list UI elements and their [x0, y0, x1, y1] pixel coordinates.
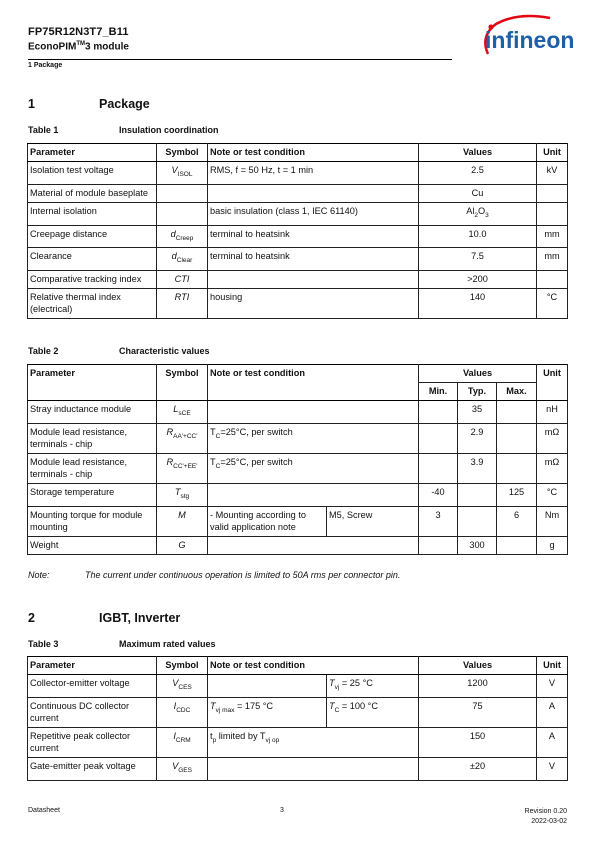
condition-cell [208, 757, 419, 780]
col-typ: Typ. [458, 383, 497, 401]
section-heading-1 [28, 97, 150, 111]
param-cell: Repetitive peak collector current [28, 727, 157, 757]
breadcrumb: 1 Package [28, 62, 63, 69]
min-cell [419, 401, 458, 424]
section-number: 1 [28, 97, 35, 111]
table-caption: Characteristic values [119, 346, 210, 356]
condition-cell-2 [327, 697, 419, 727]
symbol-cell [157, 727, 208, 757]
condition-text: =25°C, per switch [220, 456, 293, 467]
col-condition: Note or test condition [208, 657, 419, 675]
param-cell: Mounting torque for module mounting [28, 506, 157, 536]
col-unit: Unit [537, 365, 568, 401]
col-unit: Unit [537, 144, 568, 162]
table-row [28, 536, 568, 554]
param-cell: Gate-emitter peak voltage [28, 757, 157, 780]
unit-cell: nH [537, 401, 568, 424]
symbol: V [172, 760, 179, 771]
condition-cell [208, 401, 419, 424]
condition-text: = 25 °C [339, 678, 373, 688]
typ-cell: 2.9 [458, 423, 497, 453]
formula-part: O [478, 205, 486, 216]
symbol-subscript: CES [178, 683, 192, 691]
condition-symbol: T [329, 700, 335, 711]
param-cell: Clearance [28, 248, 157, 271]
symbol-cell [157, 453, 208, 483]
col-condition: Note or test condition [208, 144, 419, 162]
value-cell: >200 [419, 271, 537, 289]
min-cell [419, 453, 458, 483]
symbol-cell [157, 757, 208, 780]
unit-cell: g [537, 536, 568, 554]
min-cell: 3 [419, 506, 458, 536]
max-cell: 6 [497, 506, 537, 536]
infineon-logo [478, 14, 584, 60]
section-title: Package [99, 97, 150, 111]
value-cell: 10.0 [419, 225, 537, 248]
table-row [28, 184, 568, 202]
condition-subscript: C [215, 432, 221, 440]
note-text: The current under continuous operation is limited to 50A rms per connector pin. [85, 570, 401, 580]
col-parameter: Parameter [28, 144, 157, 162]
formula-subscript: 3 [485, 211, 489, 219]
section-title: IGBT, Inverter [99, 611, 181, 625]
param-cell: Collector-emitter voltage [28, 675, 157, 698]
revision: Revision 0.20 [524, 808, 567, 815]
unit-cell: A [537, 727, 568, 757]
symbol: d [171, 251, 177, 262]
symbol: R [166, 426, 174, 437]
symbol-subscript: Clear [176, 257, 193, 265]
condition-symbol: T [210, 426, 216, 437]
max-cell [497, 401, 537, 424]
condition-symbol: T [210, 700, 216, 711]
unit-cell: A [537, 697, 568, 727]
col-parameter: Parameter [28, 365, 157, 401]
value-cell: 1200 [419, 675, 537, 698]
table-row [28, 162, 568, 185]
condition-cell-2: M5, Screw [327, 506, 419, 536]
table-row [28, 453, 568, 483]
header-rule [28, 59, 452, 60]
symbol: I [173, 730, 176, 741]
table-row [28, 727, 568, 757]
param-cell: Module lead resistance, terminals - chip [28, 453, 157, 483]
col-values: Values [419, 657, 537, 675]
typ-cell: 300 [458, 536, 497, 554]
condition-cell-2 [327, 675, 419, 698]
unit-cell [537, 271, 568, 289]
note [28, 570, 400, 580]
symbol-subscript: sCE [178, 409, 191, 417]
table-row [28, 483, 568, 506]
condition-cell: housing [208, 289, 419, 319]
typ-cell: 35 [458, 401, 497, 424]
condition-symbol: T [210, 456, 216, 467]
table-row [28, 248, 568, 271]
symbol-subscript: AA'+CC' [173, 432, 198, 440]
value-cell: 75 [419, 697, 537, 727]
section-heading-2 [28, 611, 180, 625]
formula-subscript: 2 [474, 211, 478, 219]
max-cell [497, 536, 537, 554]
col-condition: Note or test condition [208, 365, 419, 401]
characteristic-table [27, 364, 568, 555]
condition-text: limited by T [216, 730, 266, 741]
col-symbol: Symbol [157, 365, 208, 401]
module-name-suffix: 3 module [85, 41, 129, 53]
symbol-cell: RTI [157, 289, 208, 319]
min-cell [419, 536, 458, 554]
condition-cell [208, 483, 419, 506]
condition-text: =25°C, per switch [220, 426, 293, 437]
symbol-cell: M [157, 506, 208, 536]
symbol-cell [157, 248, 208, 271]
table-row [28, 202, 568, 225]
condition-subscript: p [212, 736, 217, 744]
unit-cell: Nm [537, 506, 568, 536]
module-name [28, 41, 129, 52]
table-row [28, 506, 568, 536]
symbol: R [166, 456, 174, 467]
min-cell [419, 423, 458, 453]
condition-cell: terminal to heatsink [208, 225, 419, 248]
table-label: Table 3 [28, 639, 59, 649]
symbol: V [172, 678, 179, 688]
col-parameter: Parameter [28, 657, 157, 675]
table-row [28, 289, 568, 319]
typ-cell [458, 506, 497, 536]
condition-cell [208, 423, 419, 453]
table-caption: Maximum rated values [119, 639, 216, 649]
symbol-cell [157, 675, 208, 698]
revision-date: 2022-03-02 [531, 818, 567, 825]
value-cell: 140 [419, 289, 537, 319]
page-number: 3 [280, 807, 284, 814]
condition-cell: basic insulation (class 1, IEC 61140) [208, 202, 419, 225]
value-cell [419, 202, 537, 225]
param-cell: Comparative tracking index [28, 271, 157, 289]
condition-cell [208, 184, 419, 202]
table-row [28, 423, 568, 453]
logo-text: infineon [485, 27, 575, 53]
table-row [28, 675, 568, 698]
param-cell: Module lead resistance, terminals - chip [28, 423, 157, 453]
condition-cell [208, 697, 327, 727]
symbol-cell [157, 225, 208, 248]
symbol-cell [157, 697, 208, 727]
col-values: Values [419, 365, 537, 383]
footer-doc-type: Datasheet [28, 807, 60, 814]
col-min: Min. [419, 383, 458, 401]
param-cell: Internal isolation [28, 202, 157, 225]
condition-cell [208, 271, 419, 289]
symbol-cell [157, 162, 208, 185]
formula-part: Al [466, 205, 475, 216]
table-label: Table 2 [28, 346, 59, 356]
unit-cell: °C [537, 289, 568, 319]
symbol-cell: CTI [157, 271, 208, 289]
condition-cell [208, 727, 419, 757]
condition-text: = 100 °C [339, 700, 378, 711]
table-caption-3 [28, 639, 216, 649]
col-symbol: Symbol [157, 657, 208, 675]
unit-cell: V [537, 675, 568, 698]
insulation-table [27, 143, 568, 319]
table-caption-1 [28, 125, 219, 135]
table-row [28, 697, 568, 727]
symbol-subscript: CDC [176, 706, 191, 714]
symbol-subscript: CC'+EE' [173, 462, 198, 470]
param-cell: Creepage distance [28, 225, 157, 248]
table-row [28, 757, 568, 780]
symbol: d [170, 228, 176, 239]
table-label: Table 1 [28, 125, 59, 135]
col-symbol: Symbol [157, 144, 208, 162]
table-row [28, 401, 568, 424]
symbol-cell [157, 423, 208, 453]
symbol-subscript: CRM [175, 736, 191, 744]
table-caption-2 [28, 346, 210, 356]
symbol-cell [157, 483, 208, 506]
param-cell: Relative thermal index (electrical) [28, 289, 157, 319]
condition-subscript: C [334, 706, 340, 714]
max-cell: 125 [497, 483, 537, 506]
unit-cell: mm [537, 225, 568, 248]
trademark-mark: TM [76, 41, 86, 47]
unit-cell: mm [537, 248, 568, 271]
unit-cell: mΩ [537, 423, 568, 453]
condition-subscript: vj max [215, 706, 235, 714]
unit-cell: kV [537, 162, 568, 185]
unit-cell: °C [537, 483, 568, 506]
part-number: FP75R12N3T7_B11 [28, 26, 129, 38]
section-number: 2 [28, 611, 35, 625]
unit-cell [537, 184, 568, 202]
col-unit: Unit [537, 657, 568, 675]
value-cell: ±20 [419, 757, 537, 780]
symbol-subscript: ISOL [177, 170, 193, 178]
table-row [28, 225, 568, 248]
value-cell: 150 [419, 727, 537, 757]
col-max: Max. [497, 383, 537, 401]
unit-cell [537, 202, 568, 225]
symbol: T [174, 486, 181, 497]
value-cell: Cu [419, 184, 537, 202]
max-cell [497, 423, 537, 453]
value-cell: 2.5 [419, 162, 537, 185]
min-cell: -40 [419, 483, 458, 506]
unit-cell: V [537, 757, 568, 780]
condition-cell: terminal to heatsink [208, 248, 419, 271]
unit-cell: mΩ [537, 453, 568, 483]
condition-symbol: T [329, 678, 335, 688]
symbol-cell: G [157, 536, 208, 554]
max-rated-table [27, 656, 568, 781]
symbol: V [171, 165, 178, 175]
symbol-cell [157, 202, 208, 225]
typ-cell [458, 483, 497, 506]
symbol-subscript: Creep [175, 234, 194, 242]
table-caption: Insulation coordination [119, 125, 219, 135]
condition-subscript: vj op [265, 736, 280, 744]
param-cell: Weight [28, 536, 157, 554]
symbol-subscript: GES [178, 766, 192, 774]
condition-subscript: vj [334, 683, 340, 691]
symbol: L [173, 404, 179, 414]
symbol-cell [157, 184, 208, 202]
condition-symbol: t [210, 730, 213, 741]
typ-cell: 3.9 [458, 453, 497, 483]
col-values: Values [419, 144, 537, 162]
condition-cell: - Mounting according to valid application note [208, 506, 327, 536]
condition-subscript: C [215, 462, 221, 470]
condition-cell [208, 536, 419, 554]
condition-cell [208, 675, 327, 698]
condition-cell: RMS, f = 50 Hz, t = 1 min [208, 162, 419, 185]
condition-cell [208, 453, 419, 483]
symbol: I [173, 700, 177, 711]
param-cell: Storage temperature [28, 483, 157, 506]
condition-text: = 175 °C [234, 700, 274, 711]
param-cell: Continuous DC collector current [28, 697, 157, 727]
table-row [28, 271, 568, 289]
param-cell: Isolation test voltage [28, 162, 157, 185]
symbol-cell [157, 401, 208, 424]
symbol-subscript: stg [180, 492, 190, 500]
footer-revision-block [525, 807, 567, 827]
param-cell: Stray inductance module [28, 401, 157, 424]
max-cell [497, 453, 537, 483]
module-name-brand: EconoPIM [28, 41, 77, 53]
value-cell: 7.5 [419, 248, 537, 271]
note-label: Note: [28, 570, 50, 580]
param-cell: Material of module baseplate [28, 184, 157, 202]
